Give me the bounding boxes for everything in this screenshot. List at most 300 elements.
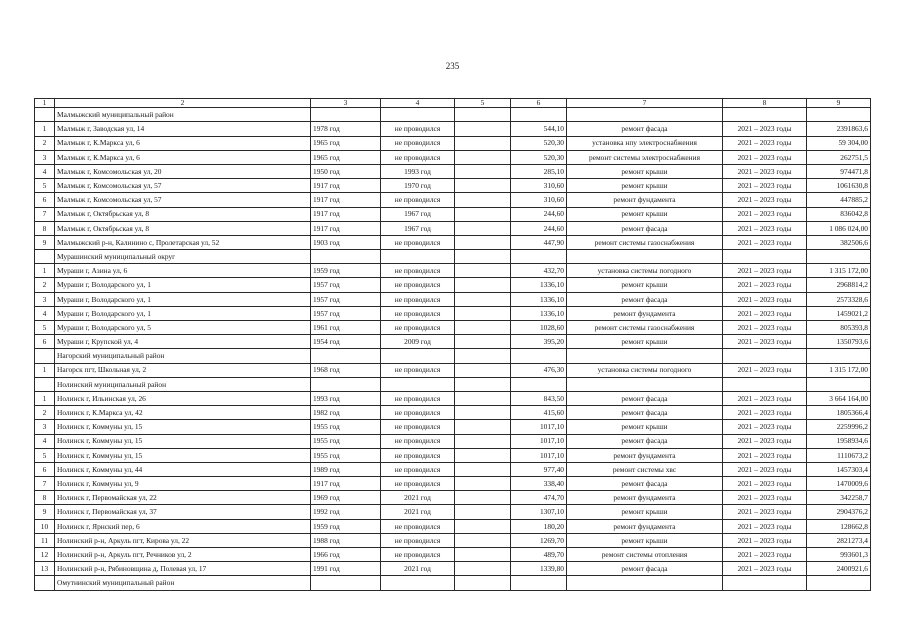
table-row bbox=[35, 406, 871, 420]
last-repair-cell: не проводился bbox=[381, 434, 455, 448]
built-year-cell: 1961 год bbox=[311, 321, 381, 335]
last-repair-cell: не проводился bbox=[381, 448, 455, 462]
section-row bbox=[35, 108, 871, 122]
period-cell: 2021 – 2023 годы bbox=[723, 164, 807, 178]
row-number: 1 bbox=[35, 122, 55, 136]
row-number: 7 bbox=[35, 207, 55, 221]
section-empty-cell bbox=[311, 576, 381, 590]
section-empty-cell bbox=[567, 576, 723, 590]
built-year-cell: 1992 год bbox=[311, 505, 381, 519]
section-empty-cell bbox=[311, 349, 381, 363]
table-row bbox=[35, 448, 871, 462]
work-type-cell: ремонт системы газоснабжения bbox=[567, 235, 723, 249]
period-cell: 2021 – 2023 годы bbox=[723, 278, 807, 292]
column-number-row bbox=[35, 99, 871, 108]
address-cell: Мураши г, Крупской ул, 4 bbox=[55, 335, 311, 349]
column-5-cell bbox=[455, 548, 511, 562]
area-cell: 1028,60 bbox=[511, 321, 567, 335]
row-number: 9 bbox=[35, 505, 55, 519]
section-empty-cell bbox=[511, 250, 567, 264]
last-repair-cell: 2021 год bbox=[381, 491, 455, 505]
row-number: 8 bbox=[35, 491, 55, 505]
built-year-cell: 1954 год bbox=[311, 335, 381, 349]
area-cell: 432,70 bbox=[511, 264, 567, 278]
area-cell: 1017,10 bbox=[511, 420, 567, 434]
table-row bbox=[35, 306, 871, 320]
row-number: 2 bbox=[35, 278, 55, 292]
column-5-cell bbox=[455, 519, 511, 533]
work-type-cell: ремонт фасада bbox=[567, 406, 723, 420]
address-cell: Малмыжский р-н, Калинино с, Пролетарская ул, 52 bbox=[55, 235, 311, 249]
section-empty-cell bbox=[723, 576, 807, 590]
built-year-cell: 1993 год bbox=[311, 391, 381, 405]
section-empty-cell bbox=[567, 377, 723, 391]
cost-cell: 805393,8 bbox=[807, 321, 871, 335]
work-type-cell: ремонт системы хвс bbox=[567, 462, 723, 476]
work-type-cell: ремонт системы газоснабжения bbox=[567, 321, 723, 335]
section-empty-cell bbox=[807, 349, 871, 363]
column-5-cell bbox=[455, 179, 511, 193]
address-cell: Мураши г, Володарского ул, 1 bbox=[55, 292, 311, 306]
period-cell: 2021 – 2023 годы bbox=[723, 491, 807, 505]
work-type-cell: ремонт фасада bbox=[567, 221, 723, 235]
period-cell: 2021 – 2023 годы bbox=[723, 321, 807, 335]
section-empty-cell bbox=[567, 250, 723, 264]
cost-cell: 342258,7 bbox=[807, 491, 871, 505]
period-cell: 2021 – 2023 годы bbox=[723, 207, 807, 221]
section-empty-cell bbox=[455, 576, 511, 590]
row-number: 2 bbox=[35, 136, 55, 150]
period-cell: 2021 – 2023 годы bbox=[723, 477, 807, 491]
row-number: 5 bbox=[35, 448, 55, 462]
row-number: 1 bbox=[35, 264, 55, 278]
last-repair-cell: не проводился bbox=[381, 136, 455, 150]
section-row bbox=[35, 576, 871, 590]
address-cell: Малмыж г, Октябрьская ул, 8 bbox=[55, 207, 311, 221]
section-empty-cell bbox=[723, 349, 807, 363]
period-cell: 2021 – 2023 годы bbox=[723, 562, 807, 576]
section-empty-cell bbox=[567, 108, 723, 122]
built-year-cell: 1988 год bbox=[311, 533, 381, 547]
column-number: 4 bbox=[381, 99, 455, 108]
table-row bbox=[35, 221, 871, 235]
section-blank-cell bbox=[35, 377, 55, 391]
area-cell: 285,10 bbox=[511, 164, 567, 178]
cost-cell: 1470009,6 bbox=[807, 477, 871, 491]
address-cell: Малмыж г, К.Маркса ул, 6 bbox=[55, 136, 311, 150]
work-type-cell: ремонт фасада bbox=[567, 562, 723, 576]
section-empty-cell bbox=[455, 250, 511, 264]
period-cell: 2021 – 2023 годы bbox=[723, 221, 807, 235]
work-type-cell: ремонт фундамента bbox=[567, 519, 723, 533]
last-repair-cell: не проводился bbox=[381, 477, 455, 491]
area-cell: 447,90 bbox=[511, 235, 567, 249]
row-number: 5 bbox=[35, 179, 55, 193]
last-repair-cell: не проводился bbox=[381, 306, 455, 320]
period-cell: 2021 – 2023 годы bbox=[723, 179, 807, 193]
period-cell: 2021 – 2023 годы bbox=[723, 122, 807, 136]
work-type-cell: ремонт фундамента bbox=[567, 306, 723, 320]
cost-cell: 2259996,2 bbox=[807, 420, 871, 434]
column-number: 5 bbox=[455, 99, 511, 108]
cost-cell: 1 315 172,00 bbox=[807, 264, 871, 278]
row-number: 6 bbox=[35, 193, 55, 207]
period-cell: 2021 – 2023 годы bbox=[723, 136, 807, 150]
row-number: 5 bbox=[35, 321, 55, 335]
area-cell: 244,60 bbox=[511, 221, 567, 235]
section-empty-cell bbox=[807, 250, 871, 264]
column-5-cell bbox=[455, 193, 511, 207]
address-cell: Нолинск г, Коммуны ул, 15 bbox=[55, 434, 311, 448]
last-repair-cell: не проводился bbox=[381, 235, 455, 249]
last-repair-cell: не проводился bbox=[381, 292, 455, 306]
column-5-cell bbox=[455, 505, 511, 519]
area-cell: 977,40 bbox=[511, 462, 567, 476]
section-empty-cell bbox=[511, 349, 567, 363]
table-row bbox=[35, 477, 871, 491]
section-empty-cell bbox=[381, 377, 455, 391]
area-cell: 474,70 bbox=[511, 491, 567, 505]
work-type-cell: ремонт фасада bbox=[567, 122, 723, 136]
work-type-cell: ремонт крыши bbox=[567, 179, 723, 193]
address-cell: Мураши г, Азина ул, 6 bbox=[55, 264, 311, 278]
section-empty-cell bbox=[311, 108, 381, 122]
row-number: 3 bbox=[35, 292, 55, 306]
period-cell: 2021 – 2023 годы bbox=[723, 193, 807, 207]
address-cell: Малмыж г, Заводская ул, 14 bbox=[55, 122, 311, 136]
address-cell: Нолинск г, Первомайская ул, 22 bbox=[55, 491, 311, 505]
section-name: Омутнинский муниципальный район bbox=[55, 576, 311, 590]
work-type-cell: ремонт крыши bbox=[567, 533, 723, 547]
cost-cell: 1459021,2 bbox=[807, 306, 871, 320]
period-cell: 2021 – 2023 годы bbox=[723, 548, 807, 562]
work-type-cell: ремонт крыши bbox=[567, 278, 723, 292]
work-type-cell: ремонт крыши bbox=[567, 335, 723, 349]
last-repair-cell: 2021 год bbox=[381, 562, 455, 576]
work-type-cell: ремонт крыши bbox=[567, 164, 723, 178]
work-type-cell: ремонт фасада bbox=[567, 391, 723, 405]
section-empty-cell bbox=[381, 250, 455, 264]
address-cell: Нолинск г, Первомайская ул, 37 bbox=[55, 505, 311, 519]
built-year-cell: 1957 год bbox=[311, 306, 381, 320]
cost-cell: 2573328,6 bbox=[807, 292, 871, 306]
area-cell: 520,30 bbox=[511, 136, 567, 150]
table-row bbox=[35, 321, 871, 335]
cost-cell: 382506,6 bbox=[807, 235, 871, 249]
address-cell: Нолинский р-н, Рябиновщина д, Полевая ул, 17 bbox=[55, 562, 311, 576]
work-type-cell: установка системы погодного bbox=[567, 363, 723, 377]
row-number: 3 bbox=[35, 420, 55, 434]
area-cell: 1336,10 bbox=[511, 278, 567, 292]
cost-cell: 59 304,00 bbox=[807, 136, 871, 150]
table-row bbox=[35, 420, 871, 434]
cost-cell: 1805366,4 bbox=[807, 406, 871, 420]
page-number: 235 bbox=[445, 61, 460, 71]
column-5-cell bbox=[455, 164, 511, 178]
table-row bbox=[35, 136, 871, 150]
table-row bbox=[35, 207, 871, 221]
period-cell: 2021 – 2023 годы bbox=[723, 391, 807, 405]
section-empty-cell bbox=[381, 349, 455, 363]
built-year-cell: 1950 год bbox=[311, 164, 381, 178]
section-empty-cell bbox=[723, 250, 807, 264]
table-row bbox=[35, 264, 871, 278]
built-year-cell: 1957 год bbox=[311, 278, 381, 292]
work-type-cell: ремонт фундамента bbox=[567, 491, 723, 505]
table-row bbox=[35, 363, 871, 377]
section-blank-cell bbox=[35, 349, 55, 363]
work-type-cell: ремонт крыши bbox=[567, 420, 723, 434]
address-cell: Нолинск г, Ильинская ул, 26 bbox=[55, 391, 311, 405]
column-5-cell bbox=[455, 136, 511, 150]
period-cell: 2021 – 2023 годы bbox=[723, 235, 807, 249]
built-year-cell: 1917 год bbox=[311, 179, 381, 193]
last-repair-cell: не проводился bbox=[381, 193, 455, 207]
table-row bbox=[35, 548, 871, 562]
address-cell: Нолинск г, Ярнский пер, 6 bbox=[55, 519, 311, 533]
period-cell: 2021 – 2023 годы bbox=[723, 406, 807, 420]
section-name: Мурашинский муниципальный округ bbox=[55, 250, 311, 264]
work-type-cell: ремонт системы электроснабжения bbox=[567, 150, 723, 164]
period-cell: 2021 – 2023 годы bbox=[723, 363, 807, 377]
area-cell: 395,20 bbox=[511, 335, 567, 349]
column-5-cell bbox=[455, 207, 511, 221]
column-5-cell bbox=[455, 477, 511, 491]
section-empty-cell bbox=[455, 377, 511, 391]
row-number: 12 bbox=[35, 548, 55, 562]
row-number: 4 bbox=[35, 434, 55, 448]
period-cell: 2021 – 2023 годы bbox=[723, 434, 807, 448]
cost-cell: 974471,8 bbox=[807, 164, 871, 178]
cost-cell: 447885,2 bbox=[807, 193, 871, 207]
column-5-cell bbox=[455, 292, 511, 306]
last-repair-cell: не проводился bbox=[381, 462, 455, 476]
table-row bbox=[35, 122, 871, 136]
area-cell: 338,40 bbox=[511, 477, 567, 491]
cost-cell: 2400921,6 bbox=[807, 562, 871, 576]
built-year-cell: 1968 год bbox=[311, 363, 381, 377]
address-cell: Нолинск г, Коммуны ул, 9 bbox=[55, 477, 311, 491]
table-row bbox=[35, 235, 871, 249]
built-year-cell: 1955 год bbox=[311, 420, 381, 434]
table-row bbox=[35, 491, 871, 505]
period-cell: 2021 – 2023 годы bbox=[723, 462, 807, 476]
column-5-cell bbox=[455, 448, 511, 462]
column-number: 7 bbox=[567, 99, 723, 108]
column-5-cell bbox=[455, 221, 511, 235]
built-year-cell: 1966 год bbox=[311, 548, 381, 562]
row-number: 13 bbox=[35, 562, 55, 576]
column-5-cell bbox=[455, 462, 511, 476]
last-repair-cell: не проводился bbox=[381, 150, 455, 164]
period-cell: 2021 – 2023 годы bbox=[723, 335, 807, 349]
cost-cell: 128662,8 bbox=[807, 519, 871, 533]
section-name: Малмыжский муниципальный район bbox=[55, 108, 311, 122]
area-cell: 1336,10 bbox=[511, 292, 567, 306]
work-type-cell: ремонт крыши bbox=[567, 207, 723, 221]
area-cell: 489,70 bbox=[511, 548, 567, 562]
last-repair-cell: не проводился bbox=[381, 391, 455, 405]
address-cell: Нолинск г, Коммуны ул, 44 bbox=[55, 462, 311, 476]
cost-cell: 3 664 164,00 bbox=[807, 391, 871, 405]
column-5-cell bbox=[455, 235, 511, 249]
section-blank-cell bbox=[35, 576, 55, 590]
built-year-cell: 1959 год bbox=[311, 519, 381, 533]
last-repair-cell: не проводился bbox=[381, 278, 455, 292]
row-number: 8 bbox=[35, 221, 55, 235]
last-repair-cell: 1967 год bbox=[381, 221, 455, 235]
built-year-cell: 1917 год bbox=[311, 221, 381, 235]
table-body bbox=[35, 99, 871, 591]
column-5-cell bbox=[455, 562, 511, 576]
last-repair-cell: 1970 год bbox=[381, 179, 455, 193]
row-number: 4 bbox=[35, 164, 55, 178]
built-year-cell: 1982 год bbox=[311, 406, 381, 420]
built-year-cell: 1965 год bbox=[311, 136, 381, 150]
column-5-cell bbox=[455, 491, 511, 505]
work-type-cell: ремонт фасада bbox=[567, 434, 723, 448]
row-number: 2 bbox=[35, 406, 55, 420]
section-empty-cell bbox=[511, 108, 567, 122]
section-empty-cell bbox=[455, 349, 511, 363]
address-cell: Нолинский р-н, Аркуль пгт, Речников ул, 2 bbox=[55, 548, 311, 562]
column-5-cell bbox=[455, 420, 511, 434]
built-year-cell: 1978 год bbox=[311, 122, 381, 136]
last-repair-cell: не проводился bbox=[381, 548, 455, 562]
row-number: 9 bbox=[35, 235, 55, 249]
section-empty-cell bbox=[381, 576, 455, 590]
section-empty-cell bbox=[455, 108, 511, 122]
column-5-cell bbox=[455, 391, 511, 405]
column-5-cell bbox=[455, 321, 511, 335]
period-cell: 2021 – 2023 годы bbox=[723, 264, 807, 278]
column-5-cell bbox=[455, 122, 511, 136]
built-year-cell: 1991 год bbox=[311, 562, 381, 576]
table-row bbox=[35, 292, 871, 306]
cost-cell: 262751,5 bbox=[807, 150, 871, 164]
repair-program-table bbox=[34, 98, 871, 591]
address-cell: Мураши г, Володарского ул, 1 bbox=[55, 306, 311, 320]
section-empty-cell bbox=[567, 349, 723, 363]
column-5-cell bbox=[455, 264, 511, 278]
table-row bbox=[35, 164, 871, 178]
period-cell: 2021 – 2023 годы bbox=[723, 533, 807, 547]
period-cell: 2021 – 2023 годы bbox=[723, 505, 807, 519]
area-cell: 1339,80 bbox=[511, 562, 567, 576]
built-year-cell: 1917 год bbox=[311, 193, 381, 207]
work-type-cell: установка системы погодного bbox=[567, 264, 723, 278]
work-type-cell: ремонт крыши bbox=[567, 505, 723, 519]
cost-cell: 1350793,6 bbox=[807, 335, 871, 349]
cost-cell: 2821273,4 bbox=[807, 533, 871, 547]
section-row bbox=[35, 250, 871, 264]
built-year-cell: 1903 год bbox=[311, 235, 381, 249]
section-empty-cell bbox=[807, 576, 871, 590]
address-cell: Малмыж г, Комсомольская ул, 57 bbox=[55, 179, 311, 193]
column-5-cell bbox=[455, 306, 511, 320]
column-5-cell bbox=[455, 335, 511, 349]
section-empty-cell bbox=[807, 377, 871, 391]
last-repair-cell: не проводился bbox=[381, 420, 455, 434]
built-year-cell: 1917 год bbox=[311, 477, 381, 491]
work-type-cell: ремонт фундамента bbox=[567, 448, 723, 462]
row-number: 11 bbox=[35, 533, 55, 547]
column-5-cell bbox=[455, 533, 511, 547]
area-cell: 544,10 bbox=[511, 122, 567, 136]
table-row bbox=[35, 335, 871, 349]
column-number: 6 bbox=[511, 99, 567, 108]
address-cell: Малмыж г, Октябрьская ул, 8 bbox=[55, 221, 311, 235]
address-cell: Малмыж г, Комсомольская ул, 57 bbox=[55, 193, 311, 207]
built-year-cell: 1989 год bbox=[311, 462, 381, 476]
last-repair-cell: не проводился bbox=[381, 264, 455, 278]
column-number: 9 bbox=[807, 99, 871, 108]
section-empty-cell bbox=[381, 108, 455, 122]
last-repair-cell: 2009 год bbox=[381, 335, 455, 349]
last-repair-cell: не проводился bbox=[381, 519, 455, 533]
row-number: 1 bbox=[35, 363, 55, 377]
address-cell: Мураши г, Володарского ул, 5 bbox=[55, 321, 311, 335]
area-cell: 310,60 bbox=[511, 193, 567, 207]
work-type-cell: установка нпу электроснабжения bbox=[567, 136, 723, 150]
built-year-cell: 1957 год bbox=[311, 292, 381, 306]
address-cell: Нолинский р-н, Аркуль пгт, Кирова ул, 22 bbox=[55, 533, 311, 547]
address-cell: Нолинск г, Коммуны ул, 15 bbox=[55, 448, 311, 462]
work-type-cell: ремонт фасада bbox=[567, 477, 723, 491]
last-repair-cell: 1967 год bbox=[381, 207, 455, 221]
column-5-cell bbox=[455, 150, 511, 164]
period-cell: 2021 – 2023 годы bbox=[723, 150, 807, 164]
built-year-cell: 1959 год bbox=[311, 264, 381, 278]
table-row bbox=[35, 462, 871, 476]
address-cell: Нолинск г, Коммуны ул, 15 bbox=[55, 420, 311, 434]
cost-cell: 1110673,2 bbox=[807, 448, 871, 462]
column-number: 3 bbox=[311, 99, 381, 108]
address-cell: Мураши г, Володарского ул, 1 bbox=[55, 278, 311, 292]
address-cell: Малмыж г, К.Маркса ул, 6 bbox=[55, 150, 311, 164]
last-repair-cell: не проводился bbox=[381, 406, 455, 420]
area-cell: 415,60 bbox=[511, 406, 567, 420]
work-type-cell: ремонт фундамента bbox=[567, 193, 723, 207]
table-row bbox=[35, 150, 871, 164]
area-cell: 180,20 bbox=[511, 519, 567, 533]
row-number: 6 bbox=[35, 462, 55, 476]
cost-cell: 1 315 172,00 bbox=[807, 363, 871, 377]
section-empty-cell bbox=[807, 108, 871, 122]
column-5-cell bbox=[455, 406, 511, 420]
area-cell: 244,60 bbox=[511, 207, 567, 221]
section-empty-cell bbox=[723, 108, 807, 122]
row-number: 6 bbox=[35, 335, 55, 349]
cost-cell: 2391863,6 bbox=[807, 122, 871, 136]
built-year-cell: 1917 год bbox=[311, 207, 381, 221]
column-5-cell bbox=[455, 434, 511, 448]
table-row bbox=[35, 193, 871, 207]
section-blank-cell bbox=[35, 108, 55, 122]
area-cell: 520,30 bbox=[511, 150, 567, 164]
section-name: Нолинский муниципальный район bbox=[55, 377, 311, 391]
last-repair-cell: 2021 год bbox=[381, 505, 455, 519]
last-repair-cell: не проводился bbox=[381, 363, 455, 377]
cost-cell: 1457303,4 bbox=[807, 462, 871, 476]
area-cell: 1017,10 bbox=[511, 448, 567, 462]
period-cell: 2021 – 2023 годы bbox=[723, 292, 807, 306]
area-cell: 1269,70 bbox=[511, 533, 567, 547]
section-empty-cell bbox=[511, 377, 567, 391]
table-row bbox=[35, 519, 871, 533]
built-year-cell: 1955 год bbox=[311, 448, 381, 462]
section-blank-cell bbox=[35, 250, 55, 264]
